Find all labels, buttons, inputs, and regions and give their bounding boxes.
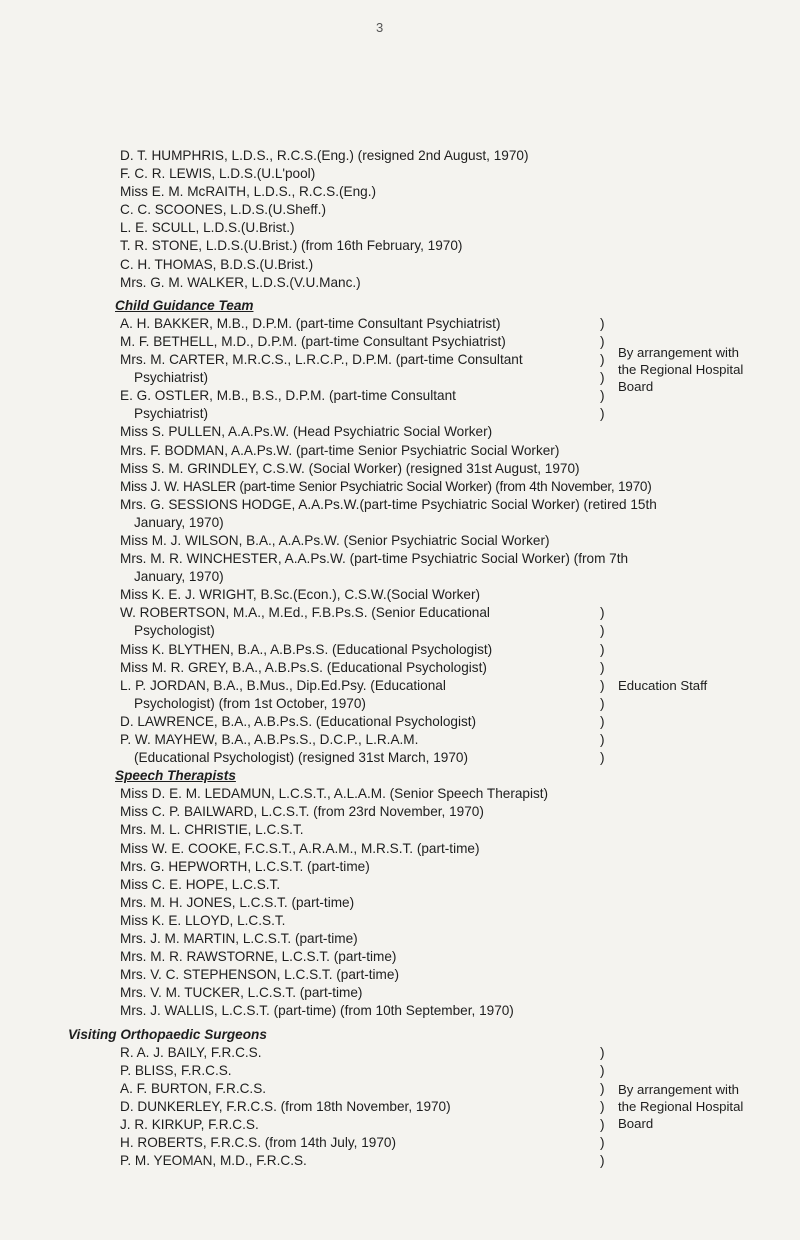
- list-item: P. BLISS, F.R.C.S.: [120, 1062, 232, 1078]
- list-item-continuation: Psychiatrist): [134, 370, 209, 386]
- regional-board-note: By arrangement with the Regional Hospital Board: [618, 1082, 744, 1132]
- orthopaedic-heading: Visiting Orthopaedic Surgeons: [68, 1026, 267, 1042]
- list-item: D. T. HUMPHRIS, L.D.S., R.C.S.(Eng.) (resigned 2nd August, 1970): [120, 148, 529, 163]
- list-item: Miss M. J. WILSON, B.A., A.A.Ps.W. (Senior Psychiatric Social Worker): [120, 532, 550, 548]
- list-item: Miss M. R. GREY, B.A., A.B.Ps.S. (Educational Psychologist): [120, 659, 487, 675]
- list-item: Mrs. G. M. WALKER, L.D.S.(V.U.Manc.): [120, 274, 361, 290]
- education-staff-note: Education Staff: [618, 678, 708, 694]
- list-item: Miss C. P. BAILWARD, L.C.S.T. (from 23rd November, 1970): [120, 804, 484, 820]
- education-psychologists-group: [120, 604, 780, 767]
- speech-therapists-heading: Speech Therapists: [115, 768, 236, 784]
- list-item: C. C. SCOONES, L.D.S.(U.Sheff.): [120, 202, 326, 218]
- list-item: L. E. SCULL, L.D.S.(U.Brist.): [120, 220, 295, 236]
- list-item: Miss C. E. HOPE, L.C.S.T.: [120, 876, 281, 892]
- list-item: R. A. J. BAILY, F.R.C.S.: [120, 1044, 262, 1060]
- list-item: Miss K. E. LLOYD, L.C.S.T.: [120, 912, 286, 928]
- regional-board-note: By arrangement with the Regional Hospital Board: [618, 344, 744, 394]
- child-guidance-heading: Child Guidance Team: [115, 297, 254, 313]
- list-item: Mrs. M. R. RAWSTORNE, L.C.S.T. (part-time): [120, 949, 397, 965]
- page-number: 3: [376, 20, 384, 35]
- bracket-column: ) ) ) ) ) ): [600, 315, 605, 422]
- list-item: F. C. R. LEWIS, L.D.S.(U.L'pool): [120, 166, 316, 182]
- list-item-continuation: Psychologist) (from 1st October, 1970): [134, 695, 366, 711]
- speech-therapists-list: [120, 785, 780, 1020]
- list-item-continuation: January, 1970): [134, 514, 224, 530]
- list-item: J. R. KIRKUP, F.R.C.S.: [120, 1116, 259, 1132]
- list-item: D. DUNKERLEY, F.R.C.S. (from 18th November, 1970): [120, 1098, 451, 1114]
- list-item: H. ROBERTS, F.R.C.S. (from 14th July, 1970): [120, 1135, 396, 1151]
- list-item: C. H. THOMAS, B.D.S.(U.Brist.): [120, 256, 314, 272]
- list-item: E. G. OSTLER, M.B., B.S., D.P.M. (part-time Consultant: [120, 388, 456, 404]
- list-item: Mrs. M. CARTER, M.R.C.S., L.R.C.P., D.P.M. (part-time Consultant: [120, 352, 523, 368]
- list-item: Mrs. V. C. STEPHENSON, L.C.S.T. (part-time): [120, 967, 399, 983]
- list-item: P. M. YEOMAN, M.D., F.R.C.S.: [120, 1153, 307, 1169]
- regional-psychiatrists-group: [120, 315, 780, 424]
- document-body: [68, 147, 780, 1170]
- list-item: Mrs. J. M. MARTIN, L.C.S.T. (part-time): [120, 931, 358, 947]
- list-item: Mrs. M. R. WINCHESTER, A.A.Ps.W. (part-time Psychiatric Social Worker) (from 7th: [120, 551, 629, 567]
- bracket-column: ) ) ) ) ) ) ) ) ): [600, 605, 605, 766]
- list-item: T. R. STONE, L.D.S.(U.Brist.) (from 16th February, 1970): [120, 238, 463, 254]
- list-item: A. H. BAKKER, M.B., D.P.M. (part-time Consultant Psychiatrist): [120, 315, 501, 331]
- list-item: Mrs. F. BODMAN, A.A.Ps.W. (part-time Senior Psychiatric Social Worker): [120, 442, 560, 458]
- list-item-continuation: January, 1970): [134, 569, 224, 585]
- list-item: Miss S. PULLEN, A.A.Ps.W. (Head Psychiatric Social Worker): [120, 424, 493, 440]
- social-workers-list: [120, 423, 780, 604]
- list-item: Mrs. V. M. TUCKER, L.C.S.T. (part-time): [120, 985, 363, 1001]
- list-item: W. ROBERTSON, M.A., M.Ed., F.B.Ps.S. (Senior Educational: [120, 605, 490, 621]
- list-item: Mrs. J. WALLIS, L.C.S.T. (part-time) (from 10th September, 1970): [120, 1003, 514, 1019]
- list-item: Miss K. BLYTHEN, B.A., A.B.Ps.S. (Educational Psychologist): [120, 641, 493, 657]
- list-item: M. F. BETHELL, M.D., D.P.M. (part-time Consultant Psychiatrist): [120, 333, 506, 349]
- list-item: Miss K. E. J. WRIGHT, B.Sc.(Econ.), C.S.W.(Social Worker): [120, 587, 481, 603]
- list-item-continuation: Psychiatrist): [134, 406, 209, 422]
- list-item: Miss W. E. COOKE, F.C.S.T., A.R.A.M., M.R.S.T. (part-time): [120, 840, 480, 856]
- list-item: Mrs. G. SESSIONS HODGE, A.A.Ps.W.(part-time Psychiatric Social Worker) (retired 15th: [120, 496, 657, 512]
- list-item: P. W. MAYHEW, B.A., A.B.Ps.S., D.C.P., L.R.A.M.: [120, 732, 419, 747]
- list-item: D. LAWRENCE, B.A., A.B.Ps.S. (Educational Psychologist): [120, 713, 477, 729]
- list-item: Mrs. M. H. JONES, L.C.S.T. (part-time): [120, 894, 355, 910]
- list-item: Miss S. M. GRINDLEY, C.S.W. (Social Worker) (resigned 31st August, 1970): [120, 460, 580, 476]
- bracket-column: ) ) ) ) ) ) ): [600, 1044, 605, 1169]
- list-item-continuation: Psychologist): [134, 623, 215, 639]
- list-item: A. F. BURTON, F.R.C.S.: [120, 1080, 267, 1096]
- list-item: Mrs. G. HEPWORTH, L.C.S.T. (part-time): [120, 858, 370, 874]
- list-item: L. P. JORDAN, B.A., B.Mus., Dip.Ed.Psy. (Educational: [120, 677, 446, 693]
- list-item: Miss J. W. HASLER (part-time Senior Psychiatric Social Worker) (from 4th November, 1970): [120, 478, 652, 494]
- orthopaedic-surgeons-group: [120, 1044, 780, 1171]
- list-item: Miss E. M. McRAITH, L.D.S., R.C.S.(Eng.): [120, 184, 377, 200]
- list-item: Mrs. M. L. CHRISTIE, L.C.S.T.: [120, 822, 304, 838]
- dental-staff-list: [120, 147, 780, 292]
- list-item: Miss D. E. M. LEDAMUN, L.C.S.T., A.L.A.M. (Senior Speech Therapist): [120, 786, 549, 802]
- list-item-continuation: (Educational Psychologist) (resigned 31st March, 1970): [134, 750, 468, 766]
